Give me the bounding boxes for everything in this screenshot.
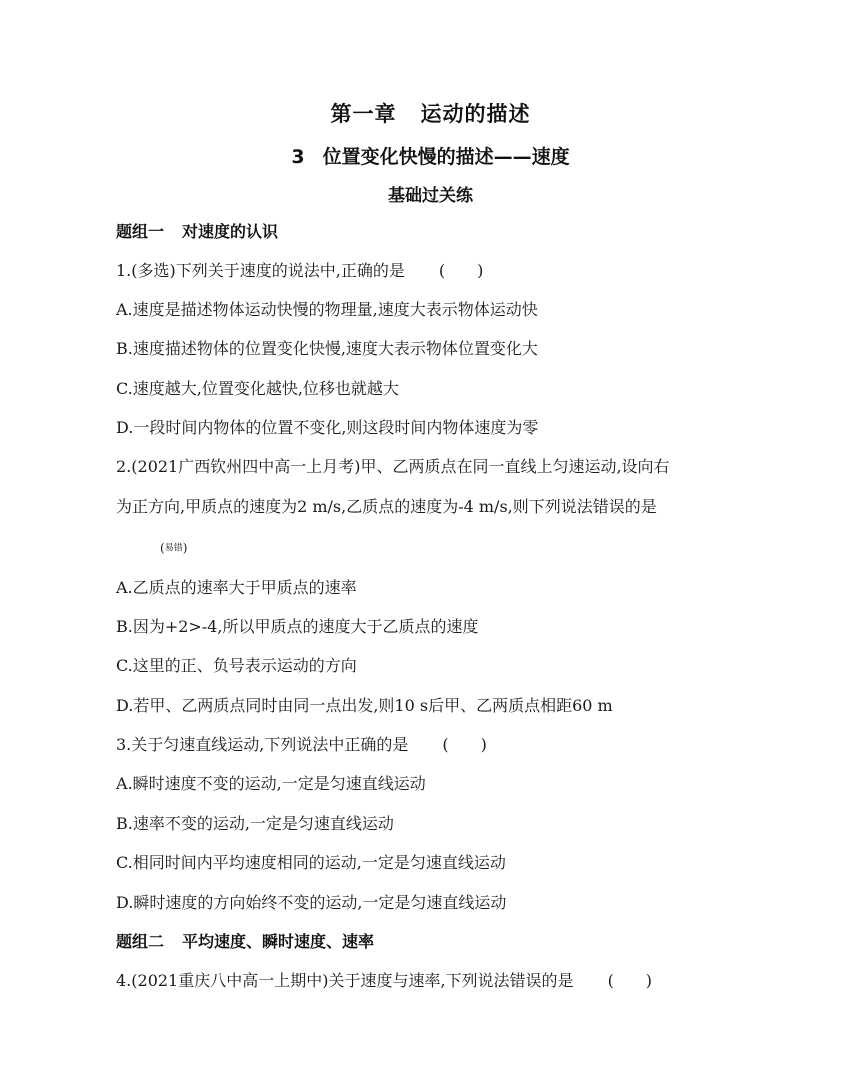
question-1-option-d: D.一段时间内物体的位置不变化,则这段时间内物体速度为零 [116,418,539,437]
question-2-option-b: B.因为+2>-4,所以甲质点的速度大于乙质点的速度 [116,617,479,636]
section-heading [0,142,861,169]
question-3-option-b: B.速率不变的运动,一定是匀速直线运动 [116,814,394,833]
question-text: 1.(多选)下列关于速度的说法中,正确的是 [116,261,405,280]
group-heading-1 [116,221,278,243]
question-1-option-a: A.速度是描述物体运动快慢的物理量,速度大表示物体运动快 [116,300,538,319]
question-2-stem-line-1: 2.(2021广西钦州四中高一上月考)甲、乙两质点在同一直线上匀速运动,设向右 [116,457,670,476]
question-2-option-c: C.这里的正、负号表示运动的方向 [116,656,357,675]
chapter-heading [0,98,861,128]
section-number: 3 [291,146,305,168]
group-label: 题组一 [116,222,165,241]
group-heading-2 [116,931,374,953]
question-1-option-b: B.速度描述物体的位置变化快慢,速度大表示物体位置变化大 [116,339,538,358]
question-text: 4.(2021重庆八中高一上期中)关于速度与速率,下列说法错误的是 [116,971,574,990]
question-2-option-d: D.若甲、乙两质点同时由同一点出发,则10 s后甲、乙两质点相距60 m [116,696,613,715]
section-title: 位置变化快慢的描述——速度 [322,146,570,168]
question-1-stem [116,260,483,282]
tag-label: 易错 [164,543,183,554]
answer-blank: ( ) [607,971,653,990]
question-1-option-c: C.速度越大,位置变化越快,位移也就越大 [116,379,399,398]
question-3-option-c: C.相同时间内平均速度相同的运动,一定是匀速直线运动 [116,853,506,872]
question-2-stem-line-2: 为正方向,甲质点的速度为2 m/s,乙质点的速度为-4 m/s,则下列说法错误的是 [116,497,657,516]
question-4-stem [116,970,652,992]
question-3-option-a: A.瞬时速度不变的运动,一定是匀速直线运动 [116,774,426,793]
error-prone-tag: (易错) [160,541,188,555]
answer-blank: ( ) [438,261,484,280]
group-title: 对速度的认识 [182,222,279,241]
group-label: 题组二 [116,932,165,951]
question-text: 3.关于匀速直线运动,下列说法中正确的是 [116,735,409,754]
chapter-number: 第一章 [330,102,397,126]
question-3-stem [116,734,487,756]
question-2-option-a: A.乙质点的速率大于甲质点的速率 [116,578,357,597]
chapter-title: 运动的描述 [420,102,531,126]
question-3-option-d: D.瞬时速度的方向始终不变的运动,一定是匀速直线运动 [116,893,507,912]
group-title: 平均速度、瞬时速度、速率 [182,932,375,951]
exercise-subtitle: 基础过关练 [388,186,473,206]
answer-blank: ( ) [442,735,487,754]
